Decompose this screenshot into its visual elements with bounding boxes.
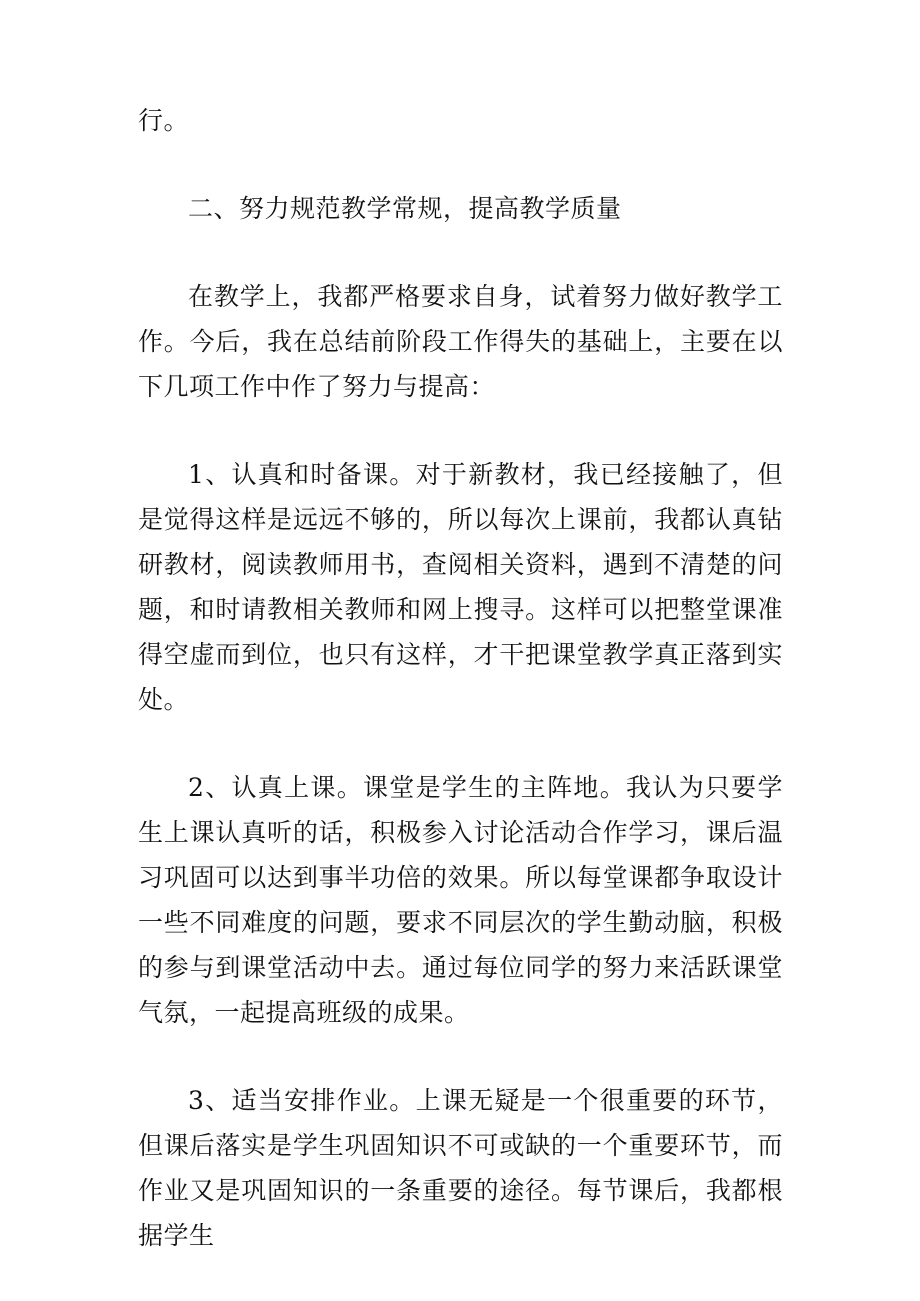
paragraph-item-1: 1、认真和时备课。对于新教材，我已经接触了，但是觉得这样是远远不够的，所以每次上课前，我都认真钻研教材，阅读教师用书，查阅相关资料，遇到不清楚的问题，和时请教相关教师和网上搜寻。这样可以把整堂课准得空虚而到位，也只有这样，才干把课堂教学真正落到实处。 [138,460,783,714]
document-page [138,98,783,1258]
paragraph-continuation: 行。 [138,106,190,135]
paragraph-intro: 在教学上，我都严格要求自身，试着努力做好教学工作。今后，我在总结前阶段工作得失的基础上，主要在以下几项工作中作了努力与提高： [138,282,783,401]
section-heading: 二、努力规范教学常规，提高教学质量 [188,194,622,223]
paragraph-item-3: 3、适当安排作业。上课无疑是一个很重要的环节，但课后落实是学生巩固知识不可或缺的一个重要环节，而作业又是巩固知识的一条重要的途径。每节课后，我都根据学生 [138,1086,783,1250]
paragraph-item-2: 2、认真上课。课堂是学生的主阵地。我认为只要学生上课认真听的话，积极参入讨论活动合作学习，课后温习巩固可以达到事半功倍的效果。所以每堂课都争取设计一些不同难度的问题，要求不同层次的学生勤动脑，积极的参与到课堂活动中去。通过每位同学的努力来活跃课堂气氛，一起提高班级的成果。 [138,773,783,1027]
